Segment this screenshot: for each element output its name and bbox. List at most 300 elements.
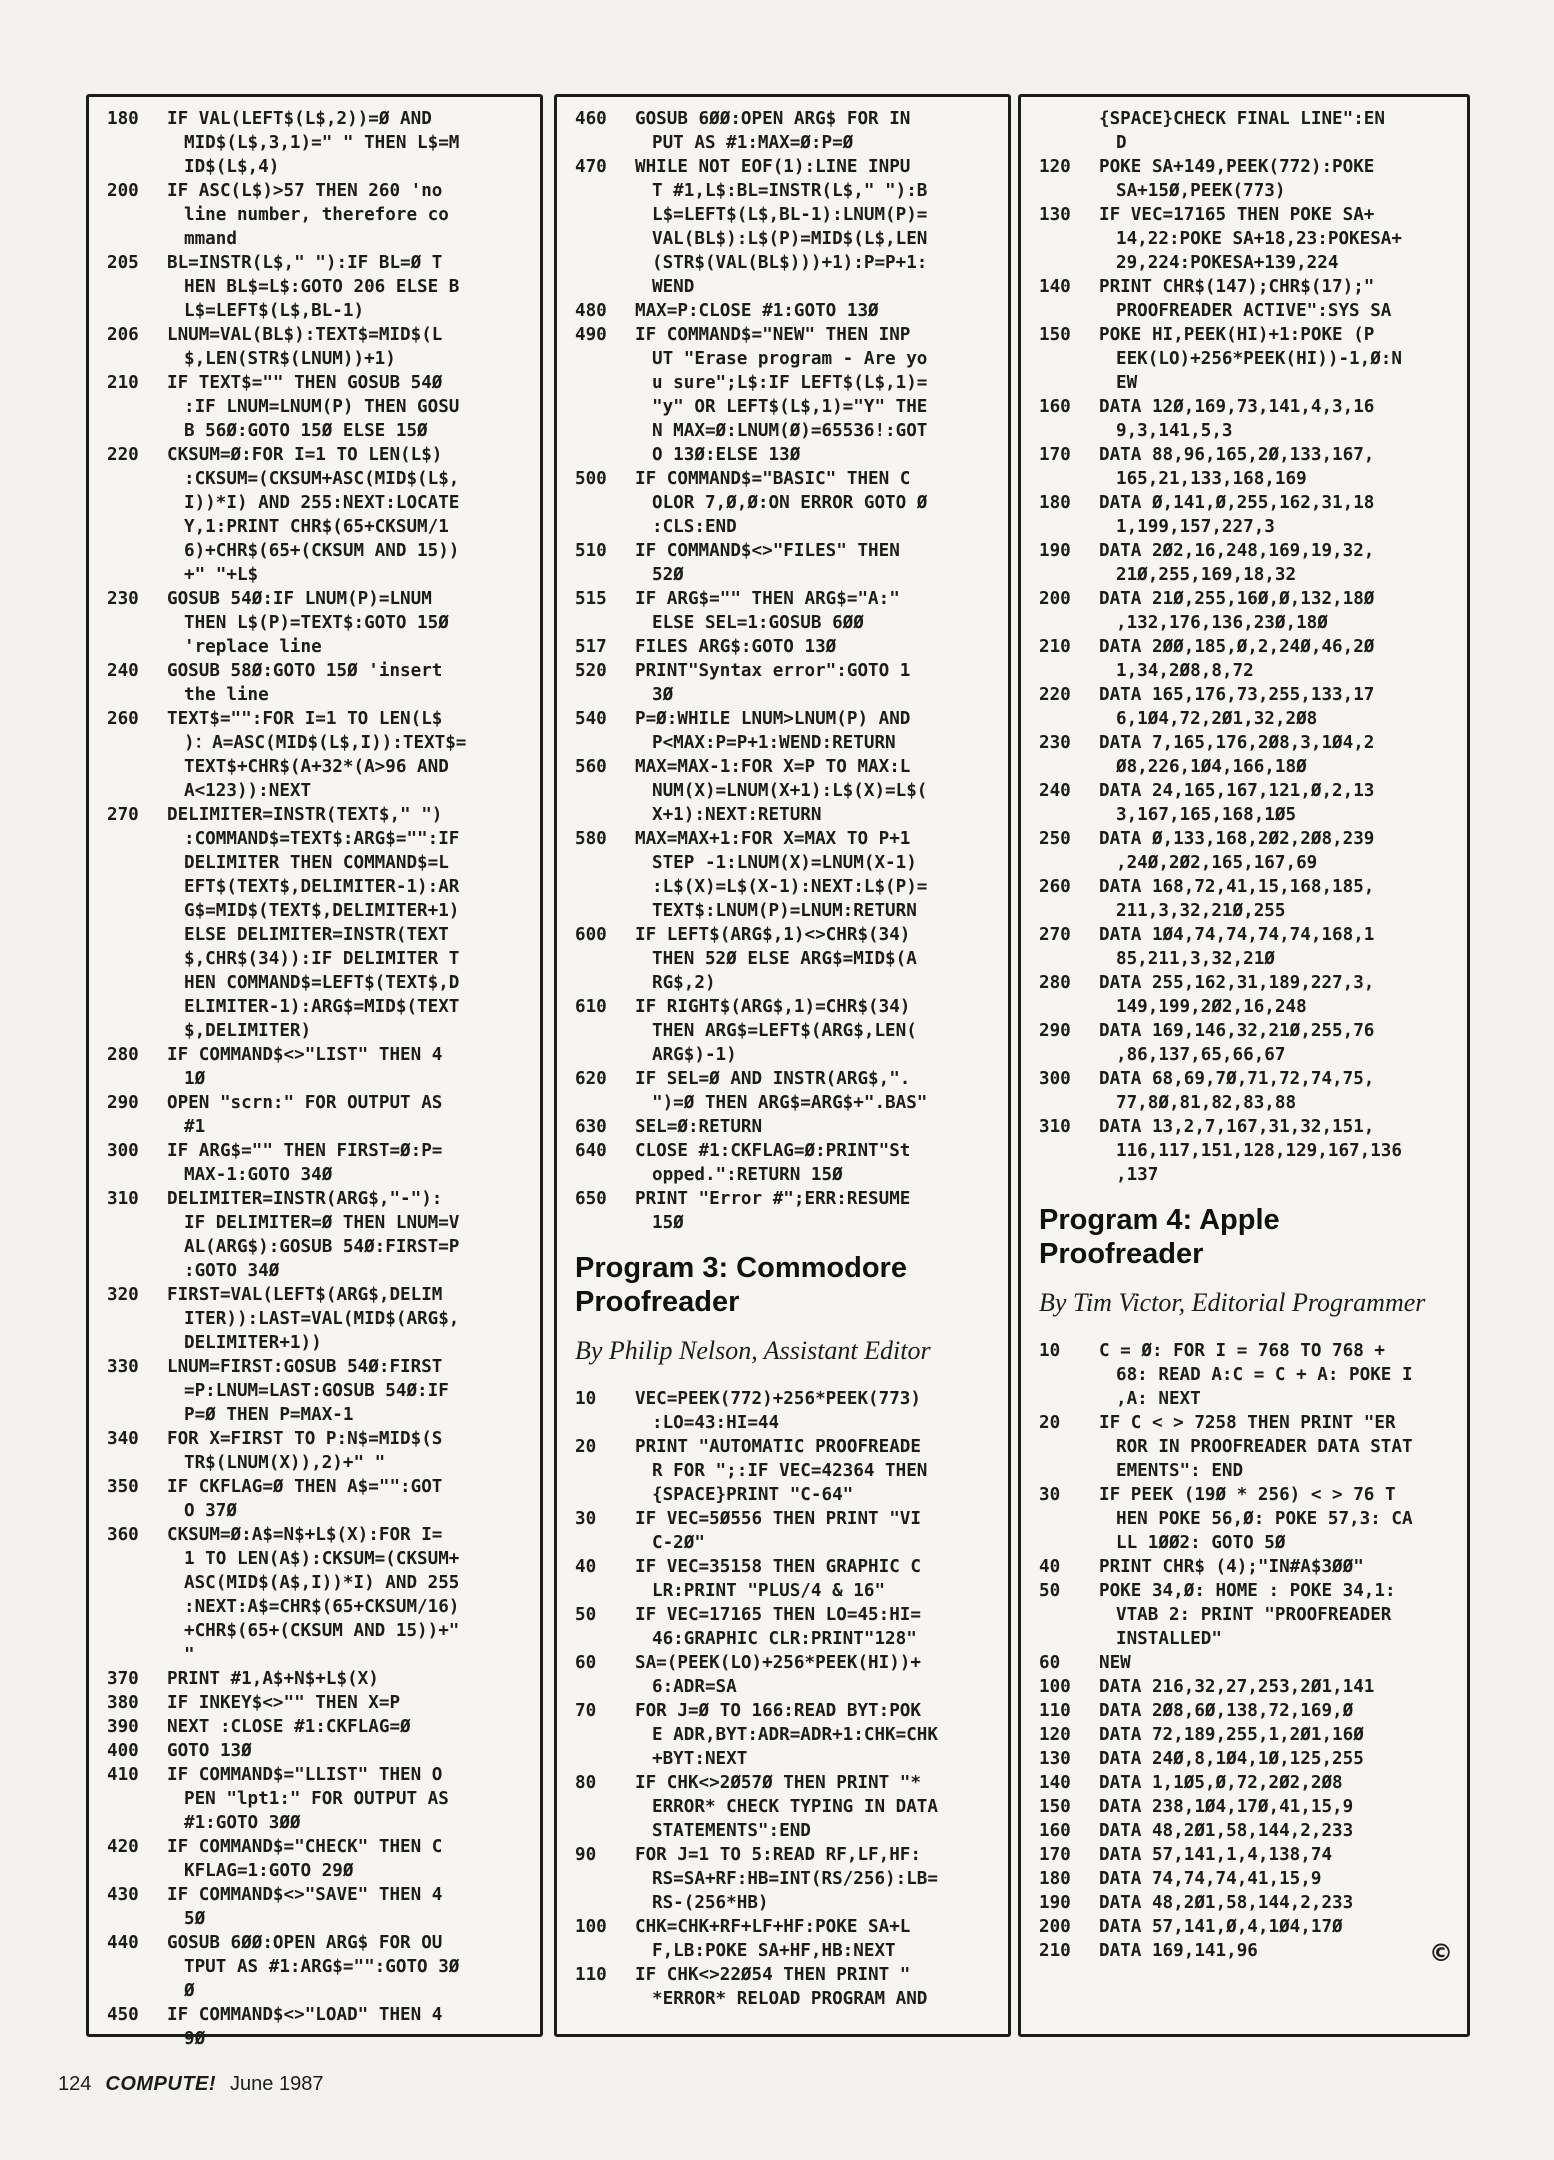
line-number: 160 bbox=[1039, 1821, 1071, 1841]
code-segment: :CLS:END bbox=[652, 517, 737, 537]
code-segment: FILES ARG$:GOTO 13Ø bbox=[635, 637, 837, 657]
line-number: 50 bbox=[1039, 1581, 1061, 1601]
code-segment: 9Ø bbox=[184, 2029, 206, 2049]
line-number: 170 bbox=[1039, 1845, 1071, 1865]
code-segment: "y" OR LEFT$(L$,1)="Y" THE bbox=[652, 397, 928, 417]
code-segment: DELIMITER THEN COMMAND$=L bbox=[184, 853, 449, 873]
author-byline: By Philip Nelson, Assistant Editor bbox=[575, 1336, 931, 1365]
line-number: 20 bbox=[1039, 1413, 1061, 1433]
code-text bbox=[167, 443, 532, 587]
line-number: 100 bbox=[575, 1917, 607, 1937]
code-segment: DATA 2ØØ,185,Ø,2,24Ø,46,2Ø bbox=[1099, 637, 1375, 657]
line-number: 460 bbox=[575, 109, 607, 129]
line-number: 10 bbox=[575, 1389, 597, 1409]
code-segment: ,137 bbox=[1116, 1165, 1159, 1185]
code-text bbox=[167, 1883, 532, 1931]
code-segment: NEXT :CLOSE #1:CKFLAG=Ø bbox=[167, 1717, 411, 1737]
code-segment: 3,167,165,168,1Ø5 bbox=[1116, 805, 1297, 825]
code-segment: DATA 169,146,32,21Ø,255,76 bbox=[1099, 1021, 1375, 1041]
code-text bbox=[635, 1435, 1000, 1507]
code-segment: POKE SA+149,PEEK(772):POKE bbox=[1099, 157, 1375, 177]
code-text bbox=[1099, 683, 1459, 731]
code-line bbox=[575, 323, 1000, 467]
code-segment: IF VEC=35158 THEN GRAPHIC C bbox=[635, 1557, 921, 1577]
code-segment: :NEXT:A$=CHR$(65+CKSUM/16) bbox=[184, 1597, 460, 1617]
line-number: 210 bbox=[1039, 637, 1071, 657]
line-number: 200 bbox=[107, 181, 139, 201]
code-segment: FOR J=1 TO 5:READ RF,LF,HF: bbox=[635, 1845, 921, 1865]
page-footer bbox=[58, 2073, 323, 2096]
code-text bbox=[635, 707, 1000, 755]
page-number: 124 bbox=[58, 2073, 92, 2095]
code-segment: DATA 13,2,7,167,31,32,151, bbox=[1099, 1117, 1375, 1137]
line-number: 260 bbox=[107, 709, 139, 729]
code-line bbox=[107, 443, 532, 587]
code-text bbox=[167, 1691, 532, 1715]
code-line bbox=[107, 803, 532, 1043]
line-number: 110 bbox=[1039, 1701, 1071, 1721]
line-number: 140 bbox=[1039, 277, 1071, 297]
line-number: 200 bbox=[1039, 589, 1071, 609]
code-line bbox=[575, 1915, 1000, 1963]
code-segment: DATA 169,141,96 bbox=[1099, 1941, 1258, 1961]
code-line bbox=[575, 587, 1000, 635]
code-line bbox=[1039, 587, 1459, 635]
code-text bbox=[167, 323, 532, 371]
line-number: 430 bbox=[107, 1885, 139, 1905]
line-number: 520 bbox=[575, 661, 607, 681]
program-heading bbox=[1039, 1203, 1459, 1271]
line-number: 200 bbox=[1039, 1917, 1071, 1937]
code-segment: AL(ARG$):GOSUB 54Ø:FIRST=P bbox=[184, 1237, 460, 1257]
code-column-3 bbox=[1018, 94, 1470, 2037]
code-line bbox=[1039, 1579, 1459, 1651]
code-segment: THEN L$(P)=TEXT$:GOTO 15Ø bbox=[184, 613, 449, 633]
code-text bbox=[635, 827, 1000, 923]
code-segment: ELIMITER-1):ARG$=MID$(TEXT bbox=[184, 997, 460, 1017]
code-segment: VEC=PEEK(772)+256*PEEK(773) bbox=[635, 1389, 921, 1409]
code-segment: +BYT:NEXT bbox=[652, 1749, 748, 1769]
code-line bbox=[575, 1187, 1000, 1235]
code-segment: *ERROR* RELOAD PROGRAM AND bbox=[652, 1989, 928, 2009]
line-number: 130 bbox=[1039, 205, 1071, 225]
code-text bbox=[1099, 1867, 1459, 1891]
code-text bbox=[167, 707, 532, 803]
code-line bbox=[575, 1115, 1000, 1139]
code-segment: GOSUB 58Ø:GOTO 15Ø 'insert bbox=[167, 661, 443, 681]
code-text bbox=[1099, 923, 1459, 971]
code-segment: DATA 2Ø2,16,248,169,19,32, bbox=[1099, 541, 1375, 561]
code-text bbox=[635, 155, 1000, 299]
code-text bbox=[635, 1843, 1000, 1915]
code-text bbox=[1099, 539, 1459, 587]
code-text bbox=[1099, 1579, 1459, 1651]
code-segment: EEK(LO)+256*PEEK(HI))-1,Ø:N bbox=[1116, 349, 1402, 369]
code-segment: FOR X=FIRST TO P:N$=MID$(S bbox=[167, 1429, 443, 1449]
code-segment: ,A: NEXT bbox=[1116, 1389, 1201, 1409]
line-number: 30 bbox=[575, 1509, 597, 1529]
code-segment: DATA 238,1Ø4,17Ø,41,15,9 bbox=[1099, 1797, 1354, 1817]
code-segment: 1,199,157,227,3 bbox=[1116, 517, 1275, 537]
code-text bbox=[635, 323, 1000, 467]
code-segment: IF DELIMITER=Ø THEN LNUM=V bbox=[184, 1213, 460, 1233]
code-segment: ARG$)-1) bbox=[652, 1045, 737, 1065]
code-line bbox=[1039, 1771, 1459, 1795]
code-segment: WEND bbox=[652, 277, 695, 297]
code-text bbox=[167, 371, 532, 443]
code-text bbox=[1099, 827, 1459, 875]
line-number: 120 bbox=[1039, 157, 1071, 177]
code-segment: LR:PRINT "PLUS/4 & 16" bbox=[652, 1581, 886, 1601]
code-line bbox=[1039, 971, 1459, 1019]
code-line bbox=[1039, 1339, 1459, 1411]
code-segment: C-2Ø" bbox=[652, 1533, 705, 1553]
line-number: 610 bbox=[575, 997, 607, 1017]
code-text bbox=[1099, 1771, 1459, 1795]
code-line bbox=[1039, 923, 1459, 971]
code-segment: u sure";L$:IF LEFT$(L$,1)= bbox=[652, 373, 928, 393]
code-segment: )：A=ASC(MID$(L$,I)):TEXT$= bbox=[184, 733, 467, 753]
code-segment: CLOSE #1:CKFLAG=Ø:PRINT"St bbox=[635, 1141, 911, 1161]
line-number: 180 bbox=[1039, 493, 1071, 513]
code-segment: 6,1Ø4,72,2Ø1,32,2Ø8 bbox=[1116, 709, 1318, 729]
line-number: 210 bbox=[1039, 1941, 1071, 1961]
code-text bbox=[167, 1739, 532, 1763]
code-text bbox=[1099, 1411, 1459, 1483]
code-segment: DATA 216,32,27,253,2Ø1,141 bbox=[1099, 1677, 1375, 1697]
code-segment: PEN "lpt1:" FOR OUTPUT AS bbox=[184, 1789, 449, 1809]
code-text bbox=[635, 659, 1000, 707]
code-segment: ID$(L$,4) bbox=[184, 157, 280, 177]
code-segment: EFT$(TEXT$,DELIMITER-1):AR bbox=[184, 877, 460, 897]
code-line bbox=[107, 1427, 532, 1475]
code-segment: DELIMITER+1)) bbox=[184, 1333, 322, 1353]
code-segment: VTAB 2: PRINT "PROOFREADER bbox=[1116, 1605, 1392, 1625]
code-segment: PRINT "Error #";ERR:RESUME bbox=[635, 1189, 911, 1209]
code-line bbox=[107, 179, 532, 251]
code-segment: 1,34,2Ø8,8,72 bbox=[1116, 661, 1254, 681]
code-line bbox=[107, 323, 532, 371]
code-line bbox=[1039, 155, 1459, 203]
line-number: 300 bbox=[1039, 1069, 1071, 1089]
code-text bbox=[635, 1507, 1000, 1555]
code-segment: P=Ø THEN P=MAX-1 bbox=[184, 1405, 354, 1425]
code-segment: CHK=CHK+RF+LF+HF:POKE SA+L bbox=[635, 1917, 911, 1937]
code-segment: IF C < > 7258 THEN PRINT "ER bbox=[1099, 1413, 1396, 1433]
code-text bbox=[635, 467, 1000, 539]
heading-line: Proofreader bbox=[1039, 1238, 1204, 1270]
code-text bbox=[635, 587, 1000, 635]
code-text bbox=[1099, 203, 1459, 275]
line-number: 240 bbox=[107, 661, 139, 681]
code-segment: POKE HI,PEEK(HI)+1:POKE (P bbox=[1099, 325, 1375, 345]
code-segment: +" "+L$ bbox=[184, 565, 259, 585]
code-text bbox=[635, 1699, 1000, 1771]
code-listing bbox=[1039, 1339, 1459, 1963]
line-number: 500 bbox=[575, 469, 607, 489]
code-segment: FIRST=VAL(LEFT$(ARG$,DELIM bbox=[167, 1285, 443, 1305]
code-segment: DELIMITER=INSTR(ARG$,"-"): bbox=[167, 1189, 443, 1209]
code-text bbox=[167, 107, 532, 179]
code-line bbox=[575, 107, 1000, 155]
code-segment: =P:LNUM=LAST:GOSUB 54Ø:IF bbox=[184, 1381, 449, 1401]
code-segment: line number, therefore co bbox=[184, 205, 449, 225]
code-segment: SA=(PEEK(LO)+256*PEEK(HI))+ bbox=[635, 1653, 921, 1673]
code-text bbox=[1099, 491, 1459, 539]
code-line bbox=[1039, 683, 1459, 731]
code-line bbox=[107, 371, 532, 443]
line-number: 270 bbox=[107, 805, 139, 825]
code-segment: ERROR* CHECK TYPING IN DATA bbox=[652, 1797, 938, 1817]
code-segment: INSTALLED" bbox=[1116, 1629, 1222, 1649]
code-segment: 29,224:POKESA+139,224 bbox=[1116, 253, 1339, 273]
code-segment: DATA Ø,141,Ø,255,162,31,18 bbox=[1099, 493, 1375, 513]
code-listing bbox=[1039, 107, 1459, 1187]
line-number: 280 bbox=[1039, 973, 1071, 993]
code-segment: P=Ø:WHILE LNUM>LNUM(P) AND bbox=[635, 709, 911, 729]
line-number: 170 bbox=[1039, 445, 1071, 465]
line-number: 210 bbox=[107, 373, 139, 393]
code-segment: the line bbox=[184, 685, 269, 705]
code-segment: L$=LEFT$(L$,BL-1) bbox=[184, 301, 365, 321]
code-line bbox=[107, 707, 532, 803]
code-line bbox=[107, 251, 532, 323]
code-segment: DATA 24,165,167,121,Ø,2,13 bbox=[1099, 781, 1375, 801]
code-text bbox=[167, 587, 532, 659]
code-segment: 14,22:POKE SA+18,23:POKESA+ bbox=[1116, 229, 1402, 249]
code-text bbox=[1099, 779, 1459, 827]
line-number: 80 bbox=[575, 1773, 597, 1793]
code-text bbox=[635, 1555, 1000, 1603]
code-text bbox=[635, 1387, 1000, 1435]
code-line bbox=[1039, 1867, 1459, 1891]
code-segment: IF COMMAND$="NEW" THEN INP bbox=[635, 325, 911, 345]
code-segment: DATA Ø,133,168,2Ø2,2Ø8,239 bbox=[1099, 829, 1375, 849]
code-segment: DATA 74,74,74,41,15,9 bbox=[1099, 1869, 1322, 1889]
code-line bbox=[1039, 539, 1459, 587]
line-number: 560 bbox=[575, 757, 607, 777]
code-text bbox=[635, 299, 1000, 323]
code-line bbox=[107, 1931, 532, 2003]
code-segment: FOR J=Ø TO 166:READ BYT:POK bbox=[635, 1701, 921, 1721]
code-segment: 9,3,141,5,3 bbox=[1116, 421, 1233, 441]
code-line bbox=[575, 827, 1000, 923]
code-segment: DATA 165,176,73,255,133,17 bbox=[1099, 685, 1375, 705]
code-text bbox=[635, 635, 1000, 659]
code-segment: 6:ADR=SA bbox=[652, 1677, 737, 1697]
code-text bbox=[167, 1931, 532, 2003]
code-segment: HEN COMMAND$=LEFT$(TEXT$,D bbox=[184, 973, 460, 993]
code-text bbox=[1099, 731, 1459, 779]
code-line bbox=[575, 1555, 1000, 1603]
code-segment: THEN ARG$=LEFT$(ARG$,LEN( bbox=[652, 1021, 917, 1041]
line-number: 30 bbox=[1039, 1485, 1061, 1505]
code-text bbox=[1099, 1675, 1459, 1699]
line-number: 300 bbox=[107, 1141, 139, 1161]
code-segment: MID$(L$,3,1)=" " THEN L$=M bbox=[184, 133, 460, 153]
code-segment: Ø bbox=[184, 1981, 195, 2001]
code-line bbox=[107, 1091, 532, 1139]
code-line bbox=[107, 1523, 532, 1667]
code-segment: O 37Ø bbox=[184, 1501, 237, 1521]
code-segment: 149,199,2Ø2,16,248 bbox=[1116, 997, 1307, 1017]
line-number: 110 bbox=[575, 1965, 607, 1985]
code-segment: PUT AS #1:MAX=Ø:P=Ø bbox=[652, 133, 854, 153]
code-text bbox=[1099, 155, 1459, 203]
code-segment: 85,211,3,32,21Ø bbox=[1116, 949, 1275, 969]
code-segment: POKE 34,Ø: HOME : POKE 34,1: bbox=[1099, 1581, 1396, 1601]
code-text bbox=[635, 107, 1000, 155]
code-text bbox=[1099, 443, 1459, 491]
code-text bbox=[1099, 587, 1459, 635]
line-number: 260 bbox=[1039, 877, 1071, 897]
code-segment: #1 bbox=[184, 1117, 206, 1137]
code-text bbox=[167, 659, 532, 707]
code-segment: SEL=Ø:RETURN bbox=[635, 1117, 763, 1137]
code-text bbox=[167, 1187, 532, 1283]
code-segment: 3Ø bbox=[652, 685, 674, 705]
code-segment: DATA 12Ø,169,73,141,4,3,16 bbox=[1099, 397, 1375, 417]
code-line bbox=[1039, 1795, 1459, 1819]
line-number: 470 bbox=[575, 157, 607, 177]
code-segment: opped.":RETURN 15Ø bbox=[652, 1165, 843, 1185]
code-segment: 15Ø bbox=[652, 1213, 684, 1233]
code-segment: :CKSUM=(CKSUM+ASC(MID$(L$, bbox=[184, 469, 460, 489]
code-segment: TEXT$="":FOR I=1 TO LEN(L$ bbox=[167, 709, 443, 729]
code-text bbox=[1099, 1747, 1459, 1771]
line-number: 120 bbox=[1039, 1725, 1071, 1745]
code-segment: PRINT"Syntax error":GOTO 1 bbox=[635, 661, 911, 681]
code-segment: IF SEL=Ø AND INSTR(ARG$,". bbox=[635, 1069, 911, 1089]
code-segment: IF COMMAND$="CHECK" THEN C bbox=[167, 1837, 443, 1857]
code-segment: VAL(BL$):L$(P)=MID$(L$,LEN bbox=[652, 229, 928, 249]
magazine-name: COMPUTE! bbox=[105, 2073, 217, 2095]
code-segment: IF CHK<>22Ø54 THEN PRINT " bbox=[635, 1965, 911, 1985]
line-number: 630 bbox=[575, 1117, 607, 1137]
code-segment: DATA 24Ø,8,1Ø4,1Ø,125,255 bbox=[1099, 1749, 1364, 1769]
code-segment: $,CHR$(34)):IF DELIMITER T bbox=[184, 949, 460, 969]
code-line bbox=[575, 1603, 1000, 1651]
line-number: 310 bbox=[107, 1189, 139, 1209]
code-segment: IF VEC=5Ø556 THEN PRINT "VI bbox=[635, 1509, 921, 1529]
line-number: 280 bbox=[107, 1045, 139, 1065]
code-line bbox=[1039, 827, 1459, 875]
code-text bbox=[167, 803, 532, 1043]
code-line bbox=[1039, 491, 1459, 539]
line-number: 350 bbox=[107, 1477, 139, 1497]
code-text bbox=[1099, 1699, 1459, 1723]
code-line bbox=[1039, 1819, 1459, 1843]
line-number: 190 bbox=[1039, 541, 1071, 561]
code-line bbox=[1039, 731, 1459, 779]
line-number: 600 bbox=[575, 925, 607, 945]
line-number: 330 bbox=[107, 1357, 139, 1377]
code-segment: I))*I) AND 255:NEXT:LOCATE bbox=[184, 493, 460, 513]
code-line bbox=[575, 635, 1000, 659]
code-text bbox=[635, 1139, 1000, 1187]
code-segment: DATA 48,2Ø1,58,144,2,233 bbox=[1099, 1821, 1354, 1841]
heading-line: Program 4: Apple bbox=[1039, 1204, 1280, 1236]
code-line bbox=[1039, 1115, 1459, 1187]
code-segment: MAX=MAX+1:FOR X=MAX TO P+1 bbox=[635, 829, 911, 849]
code-segment: F,LB:POKE SA+HF,HB:NEXT bbox=[652, 1941, 896, 1961]
code-segment: ,86,137,65,66,67 bbox=[1116, 1045, 1286, 1065]
code-line bbox=[1039, 1843, 1459, 1867]
code-segment: E ADR,BYT:ADR=ADR+1:CHK=CHK bbox=[652, 1725, 938, 1745]
line-number: 220 bbox=[1039, 685, 1071, 705]
code-segment: IF COMMAND$<>"FILES" THEN bbox=[635, 541, 900, 561]
code-segment: PRINT #1,A$+N$+L$(X) bbox=[167, 1669, 379, 1689]
code-segment: Ø8,226,1Ø4,166,18Ø bbox=[1116, 757, 1307, 777]
code-segment: R FOR ";:IF VEC=42364 THEN bbox=[652, 1461, 928, 1481]
code-segment: RG$,2) bbox=[652, 973, 716, 993]
line-number: 100 bbox=[1039, 1677, 1071, 1697]
line-number: 230 bbox=[1039, 733, 1071, 753]
code-text bbox=[167, 1475, 532, 1523]
code-line bbox=[575, 155, 1000, 299]
code-text bbox=[167, 1427, 532, 1475]
code-line bbox=[1039, 1723, 1459, 1747]
code-segment: 21Ø,255,169,18,32 bbox=[1116, 565, 1297, 585]
code-line bbox=[1039, 1675, 1459, 1699]
line-number: 420 bbox=[107, 1837, 139, 1857]
code-line bbox=[575, 1651, 1000, 1699]
code-segment: HEN POKE 56,Ø: POKE 57,3: CA bbox=[1116, 1509, 1413, 1529]
line-number bbox=[1039, 107, 1099, 155]
code-segment: IF RIGHT$(ARG$,1)=CHR$(34) bbox=[635, 997, 911, 1017]
line-number: 60 bbox=[1039, 1653, 1061, 1673]
line-number: 140 bbox=[1039, 1773, 1071, 1793]
code-segment: HEN BL$=L$:GOTO 206 ELSE B bbox=[184, 277, 460, 297]
line-number: 180 bbox=[1039, 1869, 1071, 1889]
code-segment: C = Ø: FOR I = 768 TO 768 + bbox=[1099, 1341, 1385, 1361]
code-line bbox=[1039, 1747, 1459, 1771]
code-line bbox=[107, 1691, 532, 1715]
code-text bbox=[1099, 1483, 1459, 1555]
code-segment: RS=SA+RF:HB=INT(RS/256):LB= bbox=[652, 1869, 938, 1889]
code-segment: DELIMITER=INSTR(TEXT$," ") bbox=[167, 805, 443, 825]
code-segment: {SPACE}CHECK FINAL LINE":EN bbox=[1099, 109, 1385, 129]
code-line bbox=[575, 467, 1000, 539]
code-line bbox=[575, 1139, 1000, 1187]
code-line bbox=[107, 587, 532, 659]
line-number: 190 bbox=[1039, 1893, 1071, 1913]
code-segment: LNUM=VAL(BL$):TEXT$=MID$(L bbox=[167, 325, 443, 345]
code-segment: STATEMENTS":END bbox=[652, 1821, 811, 1841]
code-line bbox=[1039, 875, 1459, 923]
code-segment: IF TEXT$="" THEN GOSUB 54Ø bbox=[167, 373, 443, 393]
code-line bbox=[575, 707, 1000, 755]
code-segment: :GOTO 34Ø bbox=[184, 1261, 280, 1281]
code-segment: ROR IN PROOFREADER DATA STAT bbox=[1116, 1437, 1413, 1457]
code-segment: A<123)):NEXT bbox=[184, 781, 312, 801]
line-number: 40 bbox=[575, 1557, 597, 1577]
code-text bbox=[1099, 107, 1459, 155]
code-segment: :IF LNUM=LNUM(P) THEN GOSU bbox=[184, 397, 460, 417]
code-text bbox=[167, 1091, 532, 1139]
code-line bbox=[1039, 635, 1459, 683]
code-segment: (STR$(VAL(BL$)))+1):P=P+1: bbox=[652, 253, 928, 273]
code-segment: :LO=43:HI=44 bbox=[652, 1413, 780, 1433]
code-text bbox=[1099, 1555, 1459, 1579]
code-segment: CKSUM=Ø:A$=N$+L$(X):FOR I= bbox=[167, 1525, 443, 1545]
line-number: 206 bbox=[107, 325, 139, 345]
code-segment: 165,21,133,168,169 bbox=[1116, 469, 1307, 489]
line-number: 205 bbox=[107, 253, 139, 273]
code-segment: IF LEFT$(ARG$,1)<>CHR$(34) bbox=[635, 925, 911, 945]
copyright-icon: © bbox=[1429, 1939, 1453, 1967]
code-segment: Y,1:PRINT CHR$(65+CKSUM/1 bbox=[184, 517, 449, 537]
